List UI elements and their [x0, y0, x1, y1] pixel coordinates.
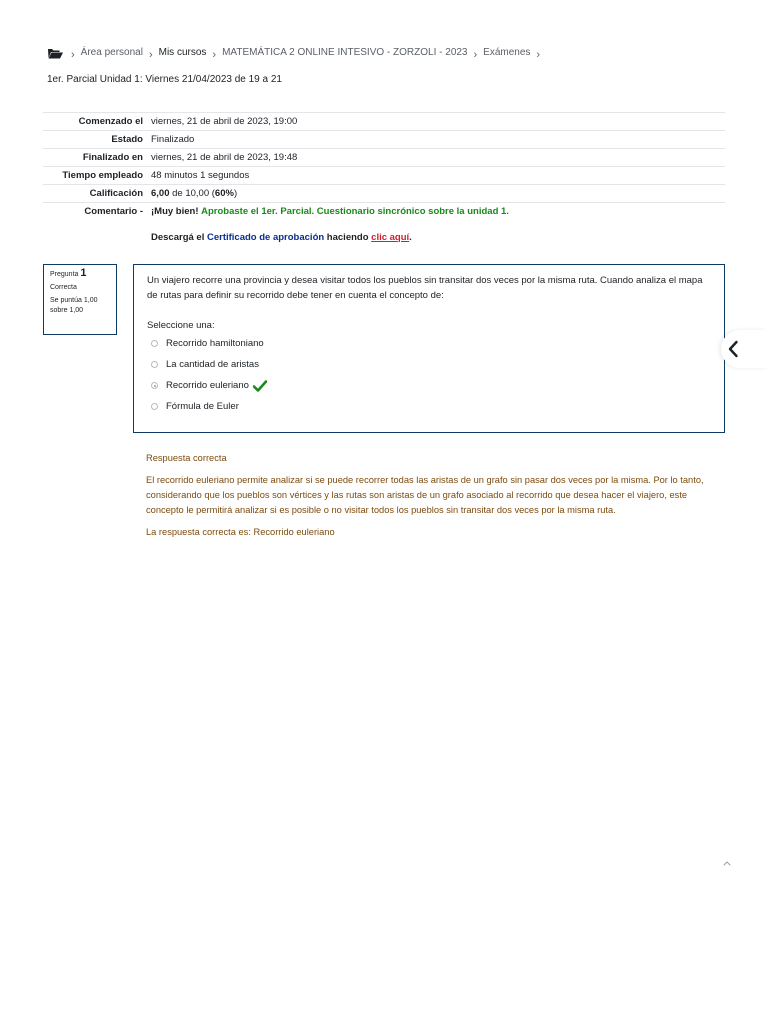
question-info	[43, 264, 117, 335]
certificate-line	[151, 231, 721, 244]
feedback-explanation: El recorrido euleriano permite analizar si se puede recorrer todas las aristas de un grafo sin pasar dos veces por la misma. Por lo tanto, considerando que los pueblos son vértices y las rutas son aristas de un grafo asociado al recorrido que desea hacer el viajero, este concepto le permitirá analizar si es posible o no visitar todos los pueblos sin transitar dos veces por la misma ruta.	[146, 475, 704, 515]
chevron-right-icon: ›	[212, 49, 217, 61]
radio-button[interactable]	[151, 403, 158, 410]
radio-button[interactable]	[151, 340, 158, 347]
feedback-status: Respuesta correcta	[146, 453, 227, 463]
summary-row-grade	[43, 185, 725, 203]
attempt-summary-table	[43, 112, 725, 246]
grade-score: 6,00	[151, 188, 170, 199]
time-label: Tiempo empleado	[43, 167, 147, 185]
folder-open-icon[interactable]	[47, 47, 63, 59]
comment-label: Comentario -	[43, 203, 147, 247]
certificate-link[interactable]: Certificado de aprobación	[206, 232, 325, 243]
answer-option-label: La cantidad de aristas	[166, 359, 259, 370]
breadcrumb-examenes[interactable]: Exámenes	[483, 46, 531, 58]
grade-label: Calificación	[43, 185, 147, 203]
cert-mid: haciendo	[324, 232, 372, 243]
summary-row-started	[43, 113, 725, 131]
check-icon	[253, 380, 267, 392]
feedback-correct-answer: La respuesta correcta es: Recorrido euleriano	[146, 527, 335, 537]
back-to-top-button[interactable]	[720, 856, 734, 870]
finished-label: Finalizado en	[43, 149, 147, 167]
select-prompt: Seleccione una:	[147, 320, 215, 331]
started-value: viernes, 21 de abril de 2023, 19:00	[147, 113, 725, 131]
breadcrumb	[47, 46, 737, 61]
radio-button-selected[interactable]	[151, 382, 158, 389]
answer-option-formula-euler[interactable]	[151, 396, 711, 417]
comment-bien: ¡Muy bien!	[151, 206, 199, 217]
chevron-right-icon: ›	[473, 49, 478, 61]
chevron-right-icon: ›	[148, 49, 153, 61]
summary-row-comment	[43, 203, 725, 247]
click-here-link[interactable]: clic aquí	[371, 232, 410, 243]
chevron-left-icon	[727, 340, 739, 358]
grade-percent: 60%	[214, 188, 234, 199]
answer-option-label: Fórmula de Euler	[166, 401, 239, 412]
answer-option-label: Recorrido euleriano	[166, 380, 249, 391]
grade-value	[147, 185, 725, 203]
state-label: Estado	[43, 131, 147, 149]
breadcrumb-mis-cursos[interactable]: Mis cursos	[158, 46, 207, 58]
grade-close: )	[233, 188, 238, 199]
answer-option-label: Recorrido hamiltoniano	[166, 338, 264, 349]
breadcrumb-area-personal[interactable]: Área personal	[80, 46, 143, 58]
question-status: Correcta	[50, 284, 77, 291]
question-text: Un viajero recorre una provincia y desea visitar todos los pueblos sin transitar dos veces por la misma ruta. Cuando analiza el mapa de rutas para definir su recorrido debe tener en cuenta el concepto de:	[147, 275, 703, 301]
time-value: 48 minutos 1 segundos	[147, 167, 725, 185]
grade-of: de 10,00 (	[169, 188, 215, 199]
answer-option-hamiltoniano[interactable]	[151, 333, 711, 354]
drawer-toggle-button[interactable]	[721, 330, 768, 368]
started-label: Comenzado el	[43, 113, 147, 131]
question-number-value: 1	[80, 267, 87, 279]
cert-prefix: Descargá el	[151, 232, 207, 243]
quiz-title[interactable]: 1er. Parcial Unidad 1: Viernes 21/04/2023 de 19 a 21	[47, 74, 282, 85]
question-feedback	[146, 451, 716, 547]
question-score-line1: Se puntúa 1,00	[50, 297, 98, 304]
summary-row-finished	[43, 149, 725, 167]
cert-end: .	[409, 232, 412, 243]
breadcrumb-course[interactable]: MATEMÁTICA 2 ONLINE INTESIVO - ZORZOLI - 2023	[222, 46, 468, 58]
chevron-right-icon: ›	[536, 49, 541, 61]
radio-button[interactable]	[151, 361, 158, 368]
summary-row-state	[43, 131, 725, 149]
answer-option-aristas[interactable]	[151, 354, 711, 375]
chevron-right-icon: ›	[71, 49, 75, 61]
question-content	[133, 264, 725, 433]
comment-value	[147, 203, 725, 247]
summary-row-time	[43, 167, 725, 185]
chevron-up-icon	[723, 860, 731, 866]
answer-option-euleriano[interactable]	[151, 375, 711, 396]
state-value: Finalizado	[147, 131, 725, 149]
pregunta-label: Pregunta	[50, 271, 79, 278]
comment-approved: Aprobaste el 1er. Parcial. Cuestionario sincrónico sobre la unidad 1.	[201, 206, 509, 217]
finished-value: viernes, 21 de abril de 2023, 19:48	[147, 149, 725, 167]
question-score-line2: sobre 1,00	[50, 307, 84, 314]
question-number	[50, 268, 116, 280]
